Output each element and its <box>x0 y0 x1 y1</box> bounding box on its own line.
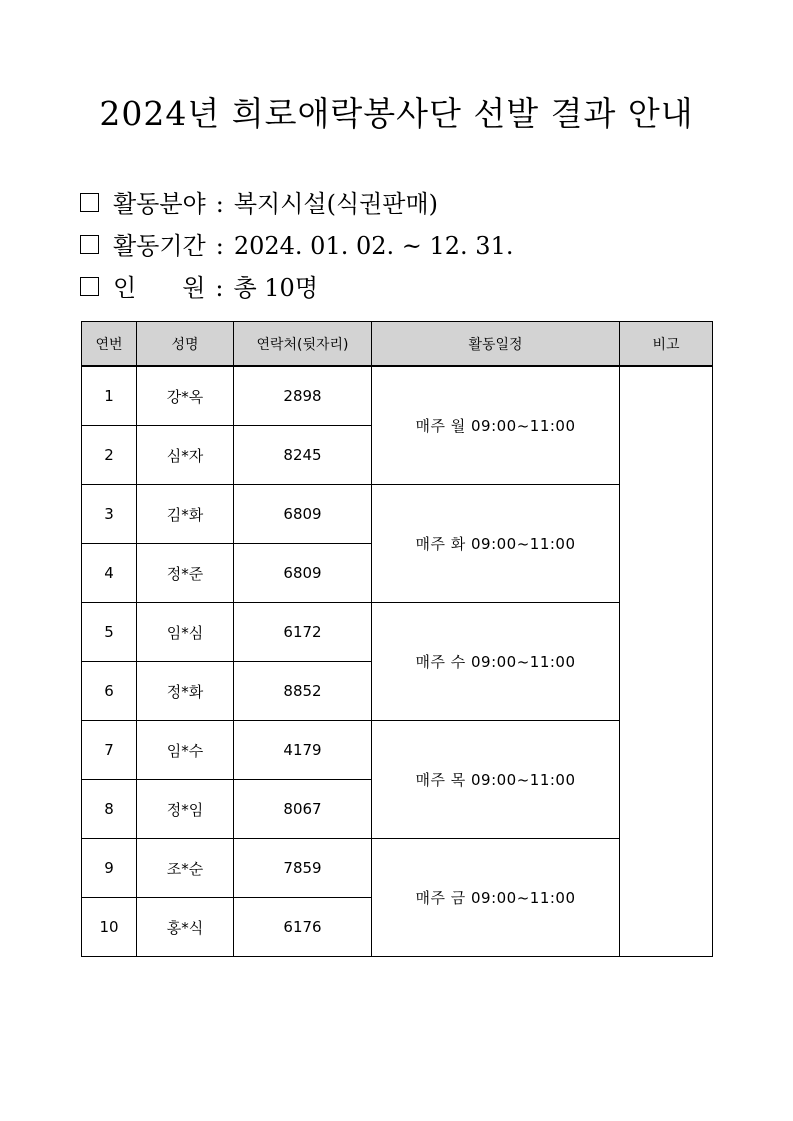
cell-name: 조*순 <box>137 839 234 898</box>
colon-separator: : <box>215 232 224 260</box>
header-schedule: 활동일정 <box>372 322 620 367</box>
table-header-row <box>82 322 713 367</box>
cell-number: 2 <box>82 426 137 485</box>
cell-phone: 2898 <box>234 366 372 426</box>
colon-separator: : <box>215 190 224 218</box>
info-headcount-row <box>80 273 318 303</box>
cell-phone: 6172 <box>234 603 372 662</box>
cell-phone: 8852 <box>234 662 372 721</box>
cell-number: 8 <box>82 780 137 839</box>
cell-number: 1 <box>82 366 137 426</box>
cell-name: 홍*식 <box>137 898 234 957</box>
cell-phone: 6176 <box>234 898 372 957</box>
cell-number: 6 <box>82 662 137 721</box>
table-row <box>82 485 713 544</box>
info-value: 2024. 01. 02. ~ 12. 31. <box>233 232 514 260</box>
cell-number: 9 <box>82 839 137 898</box>
table-row <box>82 839 713 898</box>
header-phone: 연락처(뒷자리) <box>234 322 372 367</box>
cell-schedule: 매주 수 09:00~11:00 <box>372 603 620 721</box>
cell-phone: 8067 <box>234 780 372 839</box>
header-note: 비고 <box>620 322 713 367</box>
cell-phone: 6809 <box>234 544 372 603</box>
page-title: 2024년 희로애락봉사단 선발 결과 안내 <box>99 94 694 133</box>
info-label-part2: 원 <box>182 274 206 302</box>
checkbox-square-icon <box>80 193 99 212</box>
table-row <box>82 721 713 780</box>
info-value: 복지시설(식권판매) <box>233 190 439 218</box>
cell-number: 5 <box>82 603 137 662</box>
cell-phone: 8245 <box>234 426 372 485</box>
cell-phone: 4179 <box>234 721 372 780</box>
cell-name: 심*자 <box>137 426 234 485</box>
checkbox-square-icon <box>80 277 99 296</box>
cell-name: 정*임 <box>137 780 234 839</box>
cell-number: 7 <box>82 721 137 780</box>
header-number: 연번 <box>82 322 137 367</box>
cell-name: 임*수 <box>137 721 234 780</box>
cell-name: 정*화 <box>137 662 234 721</box>
table-row <box>82 366 713 426</box>
table-row <box>82 603 713 662</box>
checkbox-square-icon <box>80 235 99 254</box>
info-period-row <box>80 231 513 261</box>
info-label: 활동기간 <box>113 232 206 260</box>
cell-name: 김*화 <box>137 485 234 544</box>
cell-number: 10 <box>82 898 137 957</box>
cell-name: 정*준 <box>137 544 234 603</box>
cell-phone: 7859 <box>234 839 372 898</box>
cell-name: 임*심 <box>137 603 234 662</box>
cell-name: 강*옥 <box>137 366 234 426</box>
cell-number: 4 <box>82 544 137 603</box>
cell-note <box>620 366 713 957</box>
header-name: 성명 <box>137 322 234 367</box>
cell-schedule: 매주 목 09:00~11:00 <box>372 721 620 839</box>
cell-schedule: 매주 월 09:00~11:00 <box>372 366 620 485</box>
cell-schedule: 매주 화 09:00~11:00 <box>372 485 620 603</box>
colon-separator: : <box>215 274 224 302</box>
cell-number: 3 <box>82 485 137 544</box>
volunteer-table <box>81 321 713 957</box>
info-field-row <box>80 189 438 219</box>
cell-schedule: 매주 금 09:00~11:00 <box>372 839 620 957</box>
info-value: 총 10명 <box>233 274 319 302</box>
cell-phone: 6809 <box>234 485 372 544</box>
info-label: 활동분야 <box>113 190 206 218</box>
info-label-part1: 인 <box>113 274 137 302</box>
